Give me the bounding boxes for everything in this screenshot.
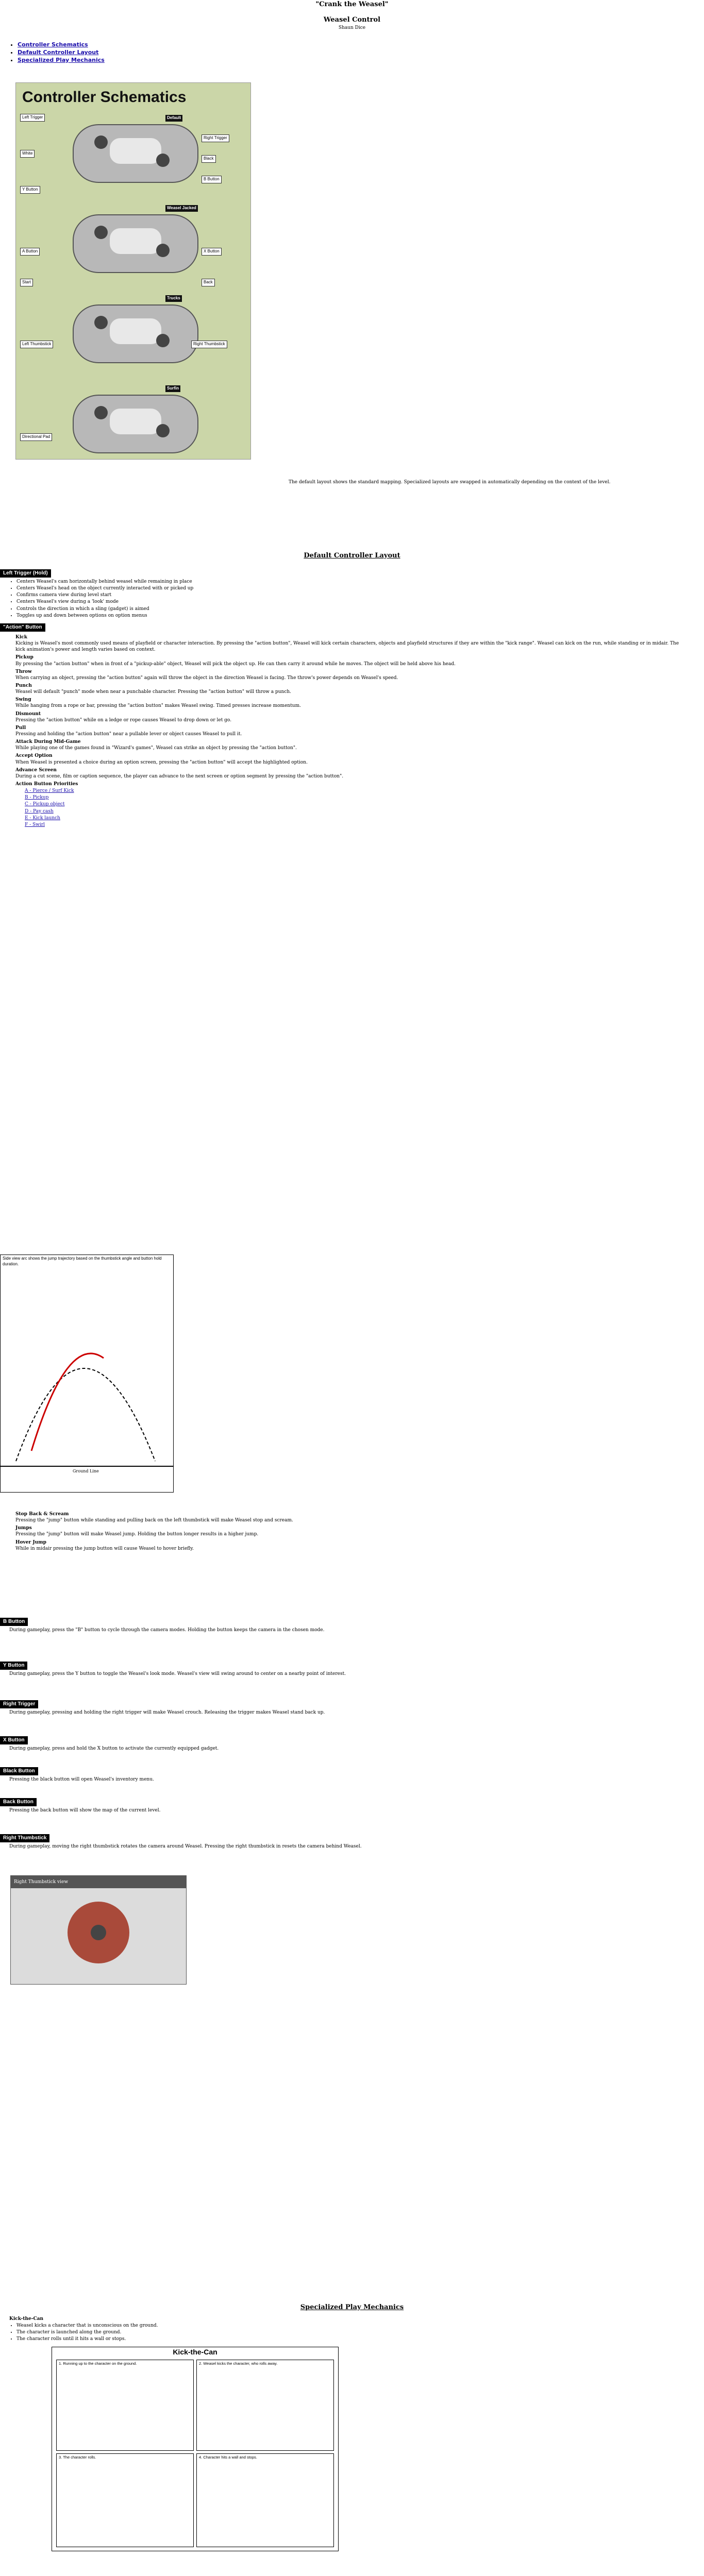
schematics-blurb: The default layout shows the standard mapping. Specialized layouts are swapped in automatically depending on the context of the level. (289, 480, 611, 485)
action-ref-link[interactable]: E - Kick launch (25, 815, 60, 821)
action-title: Dismount (15, 711, 41, 717)
button-label: Left Thumbstick (20, 341, 53, 348)
list-item: • The character is launched along the ground. (16, 2329, 690, 2335)
pad-body (110, 228, 161, 254)
panel-caption: 3. The character rolls. (59, 2455, 96, 2460)
pad-body (110, 318, 161, 344)
advance-item (15, 767, 690, 779)
action-button-section (9, 633, 690, 828)
list-item: • Toggles up and down between options on option menus (16, 613, 690, 619)
list-item: • Centers Weasel's head on the object currently interacted with or picked up (16, 585, 690, 591)
jump-text: While in midair pressing the jump button will cause Weasel to hover briefly. (15, 1546, 194, 1551)
action-refs (15, 781, 690, 828)
jump-title: Hover Jump (15, 1539, 46, 1545)
action-throw (15, 669, 690, 681)
action-text: Pressing the "action button" while on a ledge or rope causes Weasel to drop down or let go. (15, 717, 232, 723)
toc-link-default-layout[interactable]: Default Controller Layout (18, 48, 99, 56)
list-item: • Weasel kicks a character that is unconscious on the ground. (16, 2323, 690, 2329)
controller-schematics-image (15, 82, 251, 460)
action-ref-item[interactable] (25, 822, 690, 828)
mini-image-label: Right Thumbstick view (11, 1876, 187, 1888)
left-trigger-list (9, 578, 690, 619)
jump-item (15, 1511, 690, 1523)
section-tag-b-button: B Button (0, 1618, 28, 1626)
jump-section (9, 1510, 690, 1552)
action-dismount (15, 711, 690, 723)
advance-text: During a cut scene, film or caption sequence, the player can advance to the next screen or option segment by pressing the "action button". (15, 773, 344, 779)
controller-pad-surfin (73, 395, 198, 453)
document-author: Shaun Dice (338, 25, 366, 30)
action-punch (15, 683, 690, 695)
weasel-icon (91, 1925, 106, 1940)
action-ref-item[interactable] (25, 794, 690, 801)
button-label: Right Thumbstick (191, 341, 227, 348)
panel-caption: 4. Character hits a wall and stops. (199, 2455, 257, 2460)
toc-item[interactable] (18, 49, 105, 57)
document-title: "Crank the Weasel" (315, 1, 389, 8)
pad-label: Weasel Jacked (165, 205, 198, 212)
section-tag-black-button: Black Button (0, 1767, 38, 1775)
right-thumbstick-text: During gameplay, moving the right thumbstick rotates the camera around Weasel. Pressing the right thumbstick in resets the camera behind Weasel. (9, 1844, 362, 1849)
action-text: Pressing and holding the "action button" near a pullable lever or object causes Weasel to pull it. (15, 731, 242, 737)
action-ref-link[interactable]: D - Pay cash (25, 808, 54, 814)
toc-item[interactable] (18, 57, 105, 64)
action-ref-item[interactable] (25, 808, 690, 815)
kick-the-can-section (9, 2316, 690, 2343)
list-item: • The character rolls until it hits a wall or stops. (16, 2336, 690, 2342)
jump-title: Jumps (15, 1526, 32, 1531)
action-ref-link[interactable]: F - Swirl (25, 822, 45, 827)
advance-title: Advance Screen (15, 767, 57, 773)
button-label: Left Trigger (20, 114, 45, 122)
right-thumbstick-icon (156, 154, 170, 167)
button-label: X Button (202, 248, 222, 256)
pad-label: Trucks (165, 295, 182, 302)
action-text: Weasel will default "punch" mode when near a punchable character. Pressing the "action button" will throw a punch. (15, 689, 292, 695)
x-button-text: During gameplay, press and hold the X button to activate the currently equipped gadget. (9, 1746, 219, 1751)
section-tag-right-trigger: Right Trigger (0, 1700, 38, 1708)
action-pull (15, 725, 690, 737)
action-title: Pickup (15, 655, 33, 660)
section-tag-left-trigger: Left Trigger (Hold) (0, 569, 51, 578)
toc-link-controller-schematics[interactable]: Controller Schematics (18, 41, 88, 48)
action-title: Swing (15, 697, 31, 703)
section-tag-action-button: "Action" Button (0, 623, 45, 632)
pad-body (110, 138, 161, 164)
back-button-text: Pressing the back button will show the map of the current level. (9, 1808, 161, 1813)
action-title: Pull (15, 725, 26, 731)
action-swing (15, 697, 690, 709)
jump-title: Stop Back & Scream (15, 1512, 69, 1517)
black-button-text: Pressing the black button will open Weasel's inventory menu. (9, 1777, 154, 1782)
pad-label: Surfin (165, 385, 180, 392)
jump-text: Pressing the "jump" button will make Weasel jump. Holding the button longer results in a higher jump. (15, 1532, 259, 1537)
action-text: While hanging from a rope or bar, pressing the "action button" makes Weasel swing. Timed presses increase momentum. (15, 703, 301, 709)
section-tag-y-button: Y Button (0, 1662, 27, 1670)
action-title: Punch (15, 683, 32, 688)
left-thumbstick-icon (94, 226, 108, 239)
action-ref-item[interactable] (25, 788, 690, 794)
right-thumbstick-icon (156, 334, 170, 347)
action-ref-item[interactable] (25, 801, 690, 807)
button-label: Directional Pad (20, 433, 52, 441)
button-label: White (20, 150, 35, 158)
jump-arc-svg (1, 1255, 173, 1492)
jump-item (15, 1539, 690, 1552)
action-ref-link[interactable]: B - Pickup (25, 795, 49, 801)
right-trigger-text: During gameplay, pressing and holding the right trigger will make Weasel crouch. Releasing the trigger makes Weasel stand back up. (9, 1710, 325, 1715)
panel-cell (56, 2453, 194, 2547)
left-thumbstick-icon (94, 406, 108, 419)
kick-the-can-title: Kick-the-Can (9, 2316, 44, 2321)
action-text: When carrying an object, pressing the "action button" again will throw the object in the direction Weasel is facing. The throw's power depends on Weasel's speed. (15, 675, 398, 681)
section-tag-back-button: Back Button (0, 1798, 37, 1806)
toc-link-specialized-mechanics[interactable]: Specialized Play Mechanics (18, 56, 105, 63)
button-label: B Button (202, 176, 222, 183)
left-thumbstick-icon (94, 135, 108, 149)
y-button-text: During gameplay, press the Y button to toggle the Weasel's look mode. Weasel's view will swing around to center on a nearby point of interest. (9, 1671, 346, 1676)
attack-text: While playing one of the games found in "Wizard's games", Weasel can strike an object by pressing the "action button". (15, 745, 297, 751)
accept-item (15, 753, 690, 765)
button-label: Back (202, 279, 215, 286)
list-item: • Centers Weasel's cam horizontally behind weasel while remaining in place (16, 579, 690, 585)
toc-item[interactable] (18, 41, 105, 49)
panel-caption: 1. Running up to the character on the ground. (59, 2361, 137, 2366)
table-of-contents (11, 41, 105, 64)
action-text: By pressing the "action button" when in front of a "pickup-able" object, Weasel will pick the object up. He can then carry it around while he moves. The object will be held above his head. (15, 661, 456, 667)
controller-pad-weasel-jacked (73, 214, 198, 273)
action-refs-list (15, 788, 690, 828)
pad-label: Default (165, 115, 182, 122)
section-tag-x-button: X Button (0, 1736, 28, 1744)
panel-cell (56, 2360, 194, 2451)
controller-pad-trucks (73, 304, 198, 363)
accept-text: When Weasel is presented a choice during an option screen, pressing the "action button" will accept the highlighted option. (15, 759, 308, 765)
action-title: Throw (15, 669, 32, 674)
jump-arc-curve (16, 1368, 155, 1461)
controller-pad-default (73, 124, 198, 183)
section-title-specialized: Specialized Play Mechanics (300, 2303, 404, 2311)
action-text: Kicking is Weasel's most commonly used means of playfield or character interaction. By pressing the "action button", Weasel will kick certain characters, objects and playfield structures if they are within the "kick range". Weasel can kick on the run, while standing or in midair. The kick animation's power and length varies based on context. (15, 641, 679, 653)
action-refs-title: Action Button Priorities (15, 781, 78, 787)
b-button-text: During gameplay, press the "B" button to cycle through the camera modes. Holding the button keeps the camera in the chosen mode. (9, 1628, 325, 1633)
list-item: • Confirms camera view during level start (16, 592, 690, 598)
panel-title: Kick-the-Can (173, 2348, 217, 2356)
button-label: Y Button (20, 186, 40, 194)
action-title: Kick (15, 635, 27, 640)
action-ref-item[interactable] (25, 815, 690, 821)
panel-caption: 2. Weasel kicks the character, who rolls away. (199, 2361, 278, 2366)
action-pickup (15, 654, 690, 667)
section-title-default-layout: Default Controller Layout (304, 552, 400, 560)
action-kick (15, 634, 690, 653)
list-item: • Controls the direction in which a sling (gadget) is aimed (16, 606, 690, 612)
button-label: Right Trigger (202, 134, 229, 142)
ground-line-label: Ground Line (73, 1469, 99, 1473)
section-tag-right-thumbstick: Right Thumbstick (0, 1834, 49, 1842)
jump-text: Pressing the "jump" button while standing and pulling back on the left thumbstick will make Weasel stop and scream. (15, 1518, 293, 1523)
panel-cell (196, 2453, 334, 2547)
list-item: • Centers Weasel's view during a 'look' mode (16, 599, 690, 605)
panel-cell (196, 2360, 334, 2451)
button-label: Black (202, 155, 216, 163)
left-thumbstick-icon (94, 316, 108, 329)
jump-arc-diagram (0, 1255, 174, 1493)
action-ref-link[interactable]: A - Pierce / Surf Kick (25, 788, 74, 794)
attack-title: Attack During Mid-Game (15, 739, 81, 745)
right-thumbstick-image (10, 1875, 187, 1985)
button-label: Start (20, 279, 33, 286)
jump-item (15, 1525, 690, 1537)
right-thumbstick-icon (156, 424, 170, 437)
accept-title: Accept Option (15, 753, 53, 759)
pad-body (110, 409, 161, 434)
attack-item (15, 739, 690, 751)
kick-the-can-panel (52, 2347, 339, 2551)
button-label: A Button (20, 248, 40, 256)
action-ref-link[interactable]: C - Pickup object (25, 802, 65, 807)
schematics-title: Controller Schematics (22, 89, 187, 106)
diagram-caption: Side view arc shows the jump trajectory based on the thumbstick angle and button hold duration. (3, 1256, 162, 1266)
right-thumbstick-icon (156, 244, 170, 257)
document-subtitle: Weasel Control (323, 16, 381, 24)
